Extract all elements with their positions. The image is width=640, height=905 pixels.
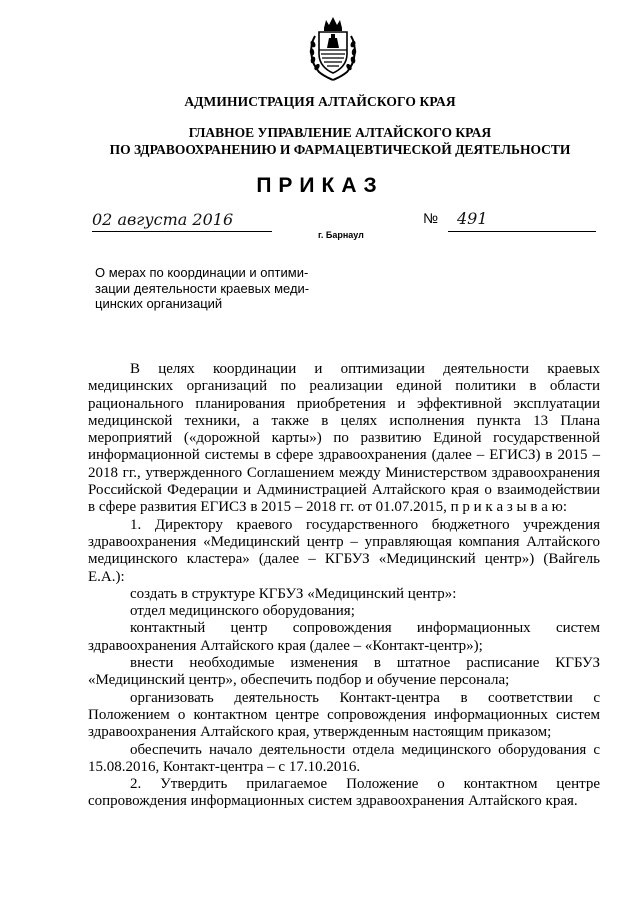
department-title-line1: ГЛАВНОЕ УПРАВЛЕНИЕ АЛТАЙСКОГО КРАЯ: [188, 125, 492, 140]
preamble-paragraph: В целях координации и оптимизации деятельности краевых медицинских организаций по реализации единой политики в области рационального планирования приобретения и эффективной эксплуатации медицинской техники, а также в целях исполнения пункта 13 Плана мероприятий («дорожной карты») по развитию Единой государственной информационной системы в сфере здравоохранения (далее – ЕГИСЗ) в 2015 – 2018 гг., утвержденного Соглашением между Министерством здравоохранения Российской Федерации и Администрацией Алтайского края о взаимодействии в сфере развития ЕГИСЗ в 2015 – 2018 гг. от 01.07.2015, п р и к а з ы в а ю:: [88, 361, 600, 516]
document-type-heading: ПРИКАЗ: [256, 174, 384, 197]
date-underline: [92, 231, 272, 232]
number-sign: №: [423, 210, 439, 226]
subject-line2: зации деятельности краевых меди-: [95, 280, 310, 296]
handwritten-date: 02 августа 2016: [92, 210, 234, 229]
clause-1-item-contact-center: контактный центр сопровождения информационных систем здравоохранения Алтайского края (далее – «Контакт-центр»);: [88, 620, 600, 654]
clause-1-item-create: создать в структуре КГБУЗ «Медицинский центр»:: [130, 585, 457, 602]
subject-line3: цинских организаций: [95, 296, 223, 311]
clause-2: 2. Утвердить прилагаемое Положение о контактном центре сопровождения информационных систем здравоохранения Алтайского края.: [88, 776, 600, 810]
number-underline: [448, 231, 596, 232]
department-title: [60, 124, 620, 158]
organization-title: АДМИНИСТРАЦИЯ АЛТАЙСКОГО КРАЯ: [184, 94, 456, 109]
city-label: г. Барнаул: [318, 230, 364, 240]
handwritten-number: 491: [457, 209, 488, 228]
subject-line1: О мерах по координации и оптими-: [95, 265, 309, 280]
clause-1-item-department: отдел медицинского оборудования;: [130, 603, 355, 620]
department-title-line2: ПО ЗДРАВООХРАНЕНИЮ И ФАРМАЦЕВТИЧЕСКОЙ ДЕЯТЕЛЬНОСТИ: [109, 142, 571, 157]
clause-1-item-staffing: внести необходимые изменения в штатное расписание КГБУЗ «Медицинский центр», обеспечить подбор и обучение персонала;: [88, 655, 600, 689]
coat-of-arms-emblem: [307, 14, 359, 82]
order-body: [88, 361, 600, 811]
clause-1-item-start-dates: обеспечить начало деятельности отдела медицинского оборудования с 15.08.2016, Контакт-центра – с 17.10.2016.: [88, 741, 600, 775]
order-subject: [95, 265, 345, 312]
clause-1: 1. Директору краевого государственного бюджетного учреждения здравоохранения «Медицинский центр – управляющая компания Алтайского медицинского кластера» (далее – КГБУЗ «Медицинский центр») (Вайгель Е.А.):: [88, 516, 600, 585]
clause-1-item-organize: организовать деятельность Контакт-центра в соответствии с Положением о контактном центре сопровождения информационных систем здравоохранения Алтайского края, утвержденным настоящим приказом;: [88, 689, 600, 741]
